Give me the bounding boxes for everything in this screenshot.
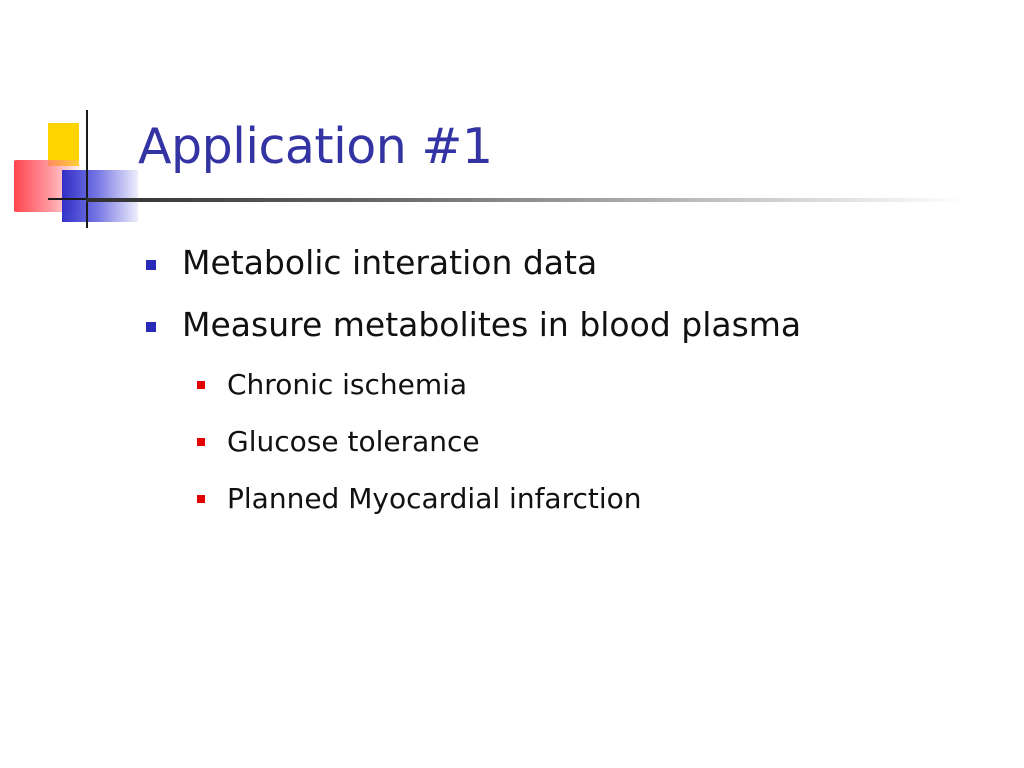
bullet-list (0, 232, 801, 527)
sub-bullet-text: Glucose tolerance (227, 425, 480, 458)
square-bullet-icon (146, 322, 156, 332)
small-square-bullet-icon (197, 495, 205, 503)
decoration-blue-square (62, 170, 138, 222)
sub-bullet-text: Planned Myocardial infarction (227, 482, 642, 515)
slide-title: Application #1 (138, 118, 493, 175)
sub-bullet-item (0, 356, 801, 413)
sub-bullet-list (0, 356, 801, 527)
bullet-item (0, 232, 801, 294)
small-square-bullet-icon (197, 438, 205, 446)
bullet-item (0, 294, 801, 356)
bullet-text: Measure metabolites in blood plasma (182, 305, 802, 344)
title-underline-rule (86, 198, 966, 202)
square-bullet-icon (146, 260, 156, 270)
sub-bullet-group (0, 356, 801, 527)
bullet-text: Metabolic interation data (182, 243, 598, 282)
corner-decoration-graphic (0, 0, 160, 240)
small-square-bullet-icon (197, 381, 205, 389)
sub-bullet-text: Chronic ischemia (227, 368, 468, 401)
sub-bullet-item (0, 470, 801, 527)
sub-bullet-item (0, 413, 801, 470)
decoration-vertical-line (86, 110, 88, 228)
